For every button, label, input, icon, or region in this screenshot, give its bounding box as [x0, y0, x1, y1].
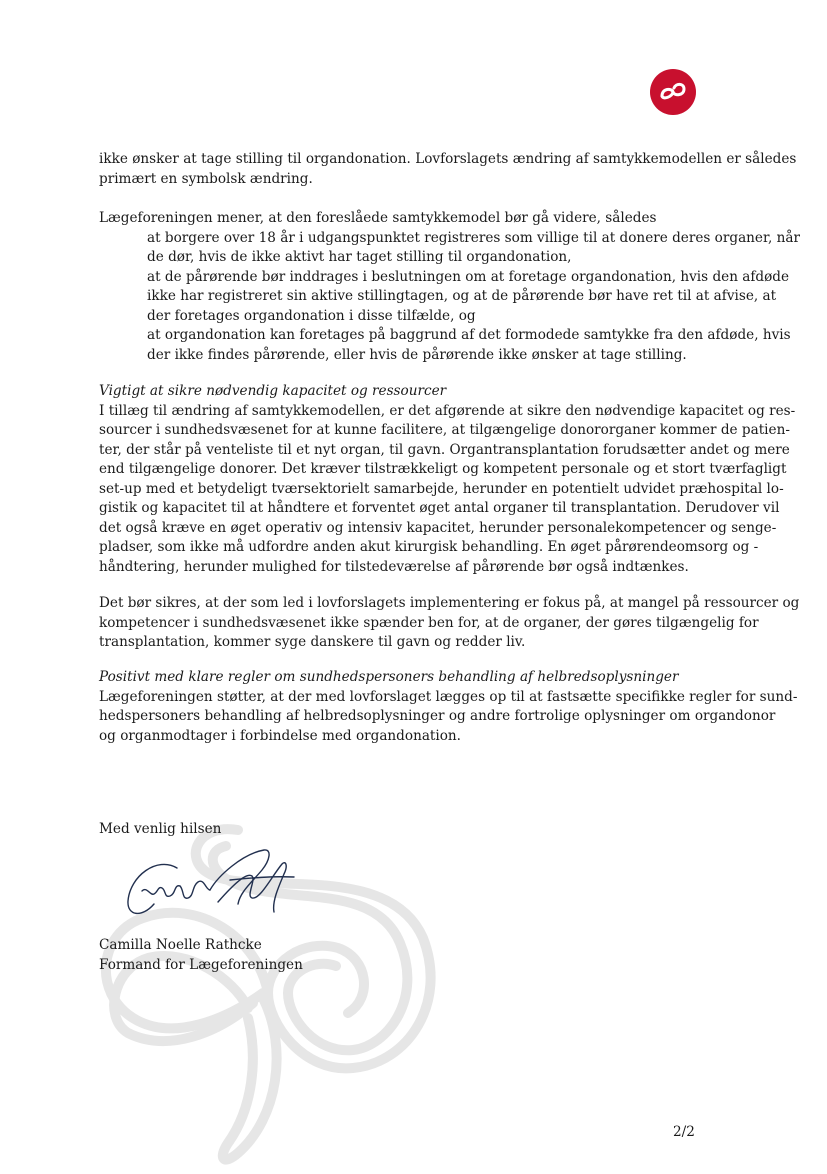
paragraph-line: ter, der står på venteliste til et nyt organ, til gavn. Organtransplantation forudsætter andet og mere — [99, 441, 790, 458]
paragraph-line: Lægeforeningen støtter, at der med lovforslaget lægges op til at fastsætte specifikke regler for sund- — [99, 688, 798, 705]
signer-title: Formand for Lægeforeningen — [99, 956, 303, 973]
intro-line: ikke ønsker at tage stilling til organdonation. Lovforslagets ændring af samtykkemodellen er således — [99, 151, 797, 167]
opinion-item-line: der foretages organdonation i disse tilfælde, og — [147, 307, 476, 324]
opinion-lead: Lægeforeningen mener, at den foreslåede samtykkemodel bør gå videre, således — [99, 210, 657, 226]
opinion-item-line: de dør, hvis de ikke aktivt har taget stilling til organdonation, — [147, 249, 572, 265]
paragraph-line: hedspersoners behandling af helbredsoplysninger og andre fortrolige oplysninger om organdonor — [99, 708, 776, 724]
paragraph-line: end tilgængelige donorer. Det kræver tilstrækkeligt og kompetent personale og et stort tværfagligt — [99, 461, 787, 477]
paragraph-line: håndtering, herunder mulighed for tilstedeværelse af pårørende bør også indtænkes. — [99, 558, 689, 575]
greeting-text: Med venlig hilsen — [99, 821, 222, 837]
paragraph-line: sourcer i sundhedsvæsenet for at kunne facilitere, at tilgængelige donororganer kommer de patien- — [99, 422, 790, 438]
capacity-followup-paragraph — [99, 594, 800, 653]
paragraph-line: I tillæg til ændring af samtykkemodellen, er det afgørende at sikre den nødvendige kapacitet og res- — [99, 402, 796, 419]
health-info-section — [99, 668, 798, 746]
opinion-item-line: ikke har registreret sin aktive stillingtagen, og at de pårørende bør have ret til at afvise, at — [147, 288, 777, 304]
paragraph-line: set-up med et betydeligt tværsektorielt samarbejde, herunder en potentielt udvidet præhospital lo- — [99, 480, 784, 497]
paragraph-line: pladser, som ikke må udfordre anden akut kirurgisk behandling. En øget pårørendeomsorg og - — [99, 539, 759, 555]
handwritten-signature-icon — [122, 846, 298, 924]
closing-greeting — [99, 820, 739, 840]
opinion-item-line: at borgere over 18 år i udgangspunktet registreres som villige til at donere deres organer, når — [147, 229, 800, 246]
capacity-section — [99, 382, 796, 577]
paragraph-line: det også kræve en øget operativ og intensiv kapacitet, herunder personalekompetencer og senge- — [99, 519, 777, 536]
intro-paragraph — [99, 150, 797, 189]
section-heading: Positivt med klare regler om sundhedspersoners behandling af helbredsoplysninger — [99, 669, 679, 685]
paragraph-line: gistik og kapacitet til at håndtere et forventet øget antal organer til transplantation. Derudover vil — [99, 500, 780, 516]
paragraph-line: og organmodtager i forbindelse med organdonation. — [99, 727, 461, 744]
page-number: 2/2 — [673, 1124, 695, 1140]
signer-block — [99, 936, 739, 975]
section-heading: Vigtigt at sikre nødvendig kapacitet og ressourcer — [99, 383, 447, 399]
paragraph-line: Det bør sikres, at der som led i lovforslagets implementering er fokus på, at mangel på ressourcer og — [99, 595, 800, 611]
opinion-item-line: der ikke findes pårørende, eller hvis de pårørende ikke ønsker at tage stilling. — [147, 346, 687, 363]
signer-name: Camilla Noelle Rathcke — [99, 937, 262, 953]
opinion-section — [99, 209, 800, 365]
intro-line: primært en symbolsk ændring. — [99, 170, 313, 187]
opinion-item-line: at organdonation kan foretages på baggrund af det formodede samtykke fra den afdøde, hvis — [147, 327, 791, 343]
paragraph-line: transplantation, kommer syge danskere til gavn og redder liv. — [99, 634, 526, 650]
opinion-item-line: at de pårørende bør inddrages i beslutningen om at foretage organdonation, hvis den afdøde — [147, 268, 790, 285]
laegeforeningen-logo-icon — [650, 69, 696, 115]
paragraph-line: kompetencer i sundhedsvæsenet ikke spænder ben for, at de organer, der gøres tilgængelig for — [99, 614, 759, 631]
